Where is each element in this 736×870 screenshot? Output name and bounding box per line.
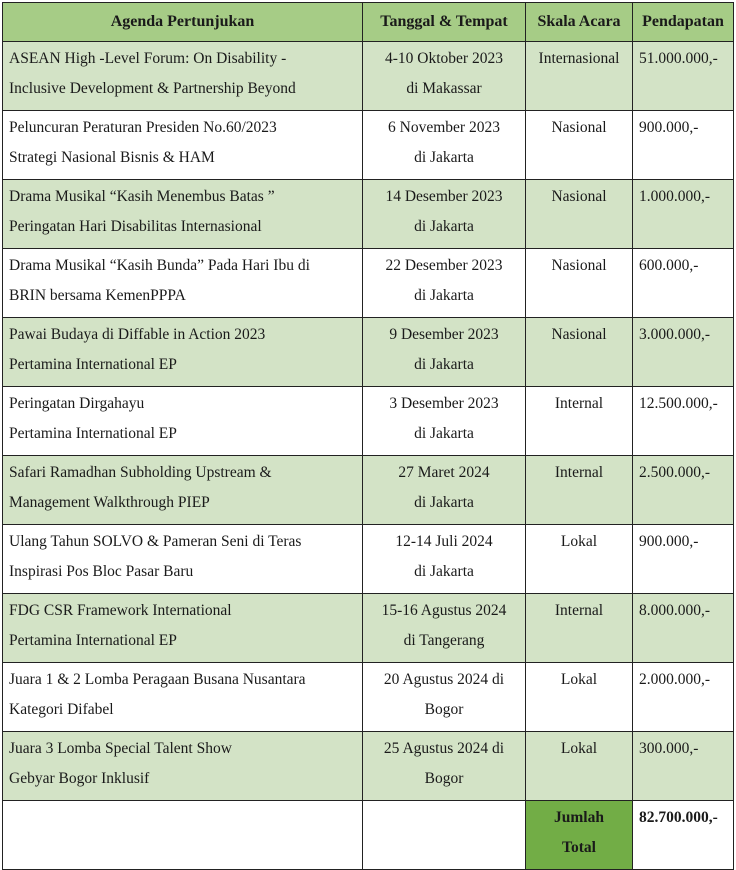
cell-line: di Jakarta — [414, 356, 474, 373]
total-row — [3, 801, 734, 870]
agenda-cell — [3, 387, 363, 456]
scale-cell: Internal — [526, 594, 633, 663]
scale-cell: Lokal — [526, 663, 633, 732]
cell-line: FDG CSR Framework International — [9, 602, 232, 619]
empty-cell — [3, 801, 363, 870]
date-place-cell — [363, 180, 526, 249]
cell-line: ASEAN High -Level Forum: On Disability - — [9, 50, 287, 67]
income-cell: 1.000.000,- — [633, 180, 734, 249]
cell-line: Peringatan Hari Disabilitas Internasional — [9, 218, 262, 235]
table-row — [3, 456, 734, 525]
cell-line: Juara 1 & 2 Lomba Peragaan Busana Nusantara — [9, 671, 306, 688]
cell-line: Management Walkthrough PIEP — [9, 494, 210, 511]
cell-line: Total — [562, 839, 596, 856]
scale-cell: Internal — [526, 387, 633, 456]
empty-cell — [363, 801, 526, 870]
agenda-cell — [3, 732, 363, 801]
cell-line: Strategi Nasional Bisnis & HAM — [9, 149, 215, 166]
agenda-cell — [3, 456, 363, 525]
cell-line: BRIN bersama KemenPPPA — [9, 287, 186, 304]
cell-line: di Tangerang — [403, 632, 485, 649]
date-place-cell — [363, 663, 526, 732]
header-agenda: Agenda Pertunjukan — [3, 3, 363, 42]
cell-line: Kategori Difabel — [9, 701, 114, 718]
date-place-cell — [363, 42, 526, 111]
agenda-cell — [3, 180, 363, 249]
table-row — [3, 249, 734, 318]
date-place-cell — [363, 318, 526, 387]
income-cell: 900.000,- — [633, 111, 734, 180]
scale-cell: Lokal — [526, 525, 633, 594]
cell-line: 15-16 Agustus 2024 — [381, 602, 507, 619]
table-row — [3, 732, 734, 801]
header-date-place: Tanggal & Tempat — [363, 3, 526, 42]
cell-line: Pertamina International EP — [9, 356, 177, 373]
cell-line: Safari Ramadhan Subholding Upstream & — [9, 464, 272, 481]
table-row — [3, 594, 734, 663]
table-row — [3, 525, 734, 594]
scale-cell: Nasional — [526, 180, 633, 249]
cell-line: 9 Desember 2023 — [389, 326, 499, 343]
cell-line: 22 Desember 2023 — [385, 257, 503, 274]
header-scale: Skala Acara — [526, 3, 633, 42]
cell-line: di Jakarta — [414, 149, 474, 166]
cell-line: Bogor — [424, 701, 464, 718]
header-income: Pendapatan — [633, 3, 734, 42]
cell-line: di Jakarta — [414, 287, 474, 304]
income-cell: 12.500.000,- — [633, 387, 734, 456]
cell-line: di Jakarta — [414, 563, 474, 580]
date-place-cell — [363, 525, 526, 594]
income-cell: 900.000,- — [633, 525, 734, 594]
cell-line: Inclusive Development & Partnership Beyond — [9, 80, 296, 97]
cell-line: 4-10 Oktober 2023 — [385, 50, 503, 67]
date-place-cell — [363, 111, 526, 180]
cell-line: 3 Desember 2023 — [389, 395, 499, 412]
agenda-cell — [3, 594, 363, 663]
agenda-cell — [3, 525, 363, 594]
scale-cell: Internal — [526, 456, 633, 525]
cell-line: 27 Maret 2024 — [398, 464, 490, 481]
income-cell: 3.000.000,- — [633, 318, 734, 387]
income-cell: 51.000.000,- — [633, 42, 734, 111]
table-row — [3, 111, 734, 180]
table-row — [3, 180, 734, 249]
cell-line: di Jakarta — [414, 425, 474, 442]
cell-line: 12-14 Juli 2024 — [395, 533, 493, 550]
cell-line: Jumlah — [554, 809, 604, 826]
cell-line: 25 Agustus 2024 di — [383, 740, 505, 757]
cell-line: 6 November 2023 — [388, 119, 500, 136]
agenda-cell — [3, 663, 363, 732]
scale-cell: Internasional — [526, 42, 633, 111]
income-cell: 8.000.000,- — [633, 594, 734, 663]
cell-line: Peringatan Dirgahayu — [9, 395, 145, 412]
income-cell: 2.500.000,- — [633, 456, 734, 525]
table-row — [3, 42, 734, 111]
total-value-cell: 82.700.000,- — [633, 801, 734, 870]
income-cell: 2.000.000,- — [633, 663, 734, 732]
date-place-cell — [363, 732, 526, 801]
agenda-cell — [3, 318, 363, 387]
cell-line: Pawai Budaya di Diffable in Action 2023 — [9, 326, 266, 343]
cell-line: Pertamina International EP — [9, 425, 177, 442]
cell-line: Pertamina International EP — [9, 632, 177, 649]
agenda-cell — [3, 42, 363, 111]
cell-line: Drama Musikal “Kasih Bunda” Pada Hari Ibu di — [9, 257, 310, 274]
table-row — [3, 663, 734, 732]
cell-line: Inspirasi Pos Bloc Pasar Baru — [9, 563, 194, 580]
table-row — [3, 387, 734, 456]
scale-cell: Nasional — [526, 111, 633, 180]
cell-line: di Makassar — [406, 80, 482, 97]
cell-line: Bogor — [424, 770, 464, 787]
header-row — [3, 3, 734, 42]
cell-line: Peluncuran Peraturan Presiden No.60/2023 — [9, 119, 277, 136]
performance-income-table — [2, 2, 734, 870]
agenda-cell — [3, 111, 363, 180]
cell-line: Drama Musikal “Kasih Menembus Batas ” — [9, 188, 275, 205]
date-place-cell — [363, 387, 526, 456]
cell-line: Juara 3 Lomba Special Talent Show — [9, 740, 232, 757]
date-place-cell — [363, 594, 526, 663]
table-row — [3, 318, 734, 387]
date-place-cell — [363, 456, 526, 525]
date-place-cell — [363, 249, 526, 318]
scale-cell: Nasional — [526, 318, 633, 387]
income-cell: 600.000,- — [633, 249, 734, 318]
scale-cell: Lokal — [526, 732, 633, 801]
agenda-cell — [3, 249, 363, 318]
cell-line: di Jakarta — [414, 218, 474, 235]
cell-line: 14 Desember 2023 — [385, 188, 503, 205]
income-cell: 300.000,- — [633, 732, 734, 801]
total-label-cell — [526, 801, 633, 870]
cell-line: di Jakarta — [414, 494, 474, 511]
cell-line: 20 Agustus 2024 di — [383, 671, 505, 688]
scale-cell: Nasional — [526, 249, 633, 318]
cell-line: Ulang Tahun SOLVO & Pameran Seni di Teras — [9, 533, 302, 550]
cell-line: Gebyar Bogor Inklusif — [9, 770, 150, 787]
